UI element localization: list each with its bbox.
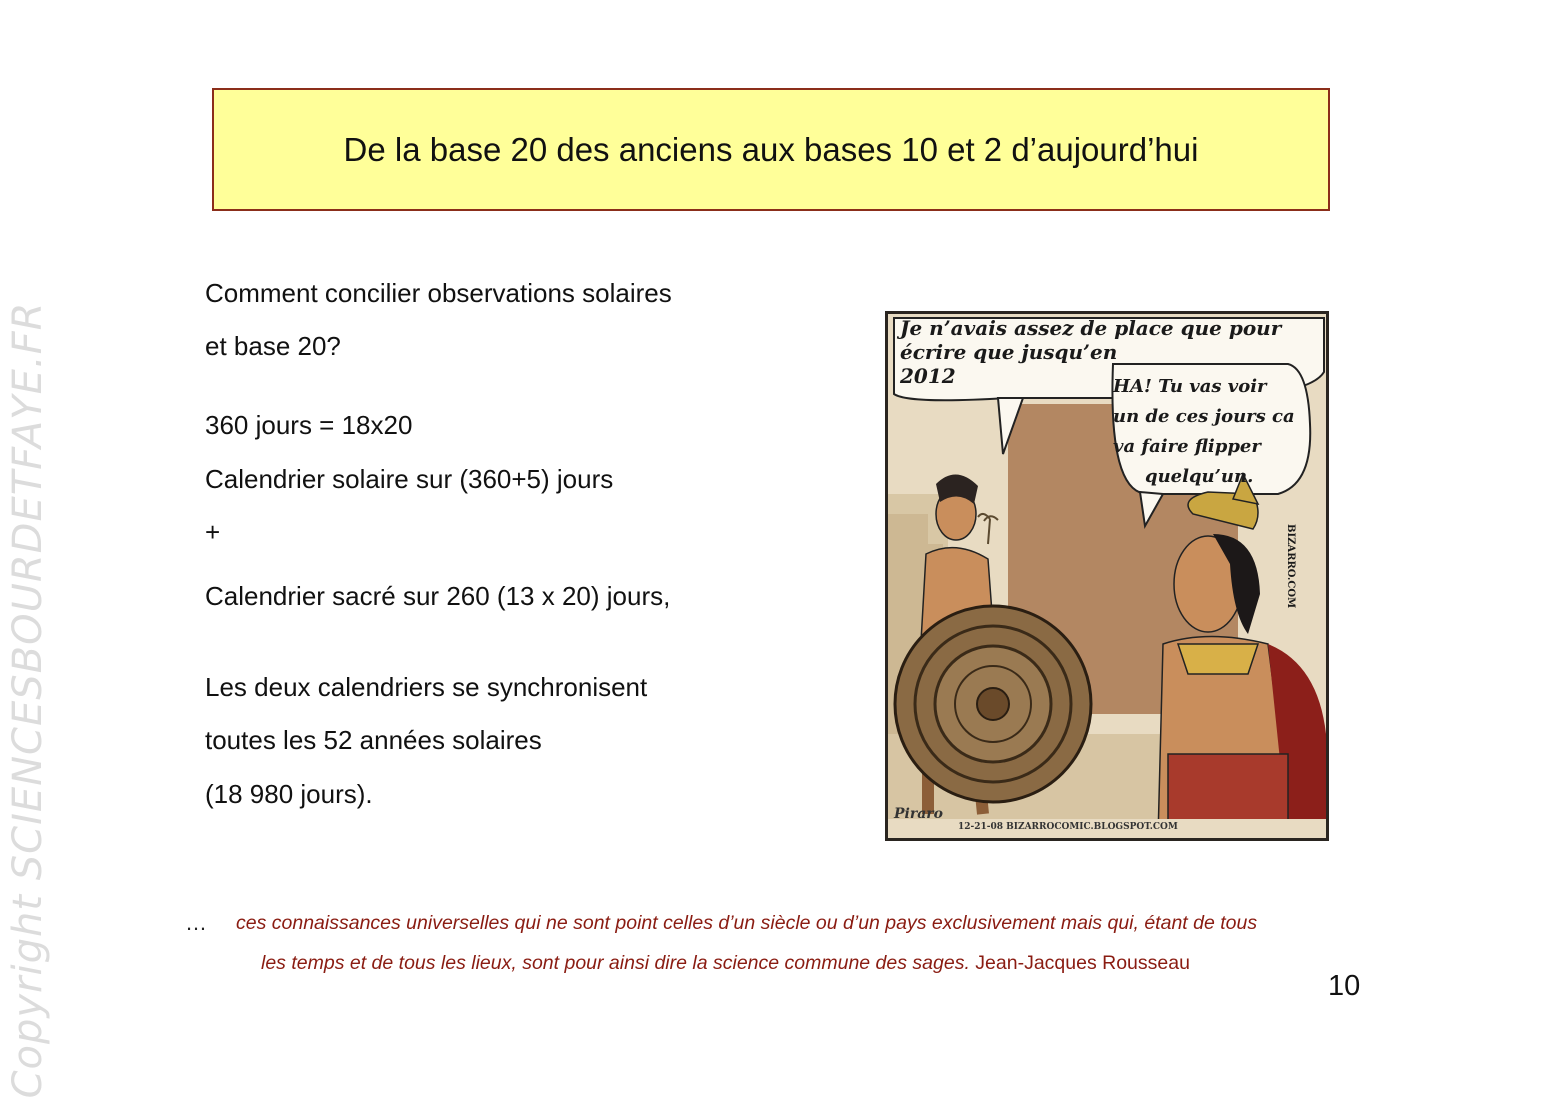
quote-ellipsis: … bbox=[185, 910, 210, 935]
bubble-left-line-1: Je n’avais assez de place que pour bbox=[900, 316, 1282, 340]
solar-calendar-line: Calendrier solaire sur (360+5) jours bbox=[205, 464, 614, 494]
slide-title-box bbox=[212, 88, 1330, 211]
comic-signature: Piraro bbox=[894, 806, 944, 822]
quote-line-1: ces connaissances universelles qui ne sont point celles d’un siècle ou d’un pays exclusivement mais qui, étant de tous bbox=[236, 912, 1258, 934]
mayan-calendar-comic bbox=[885, 311, 1329, 841]
comic-footer: 12-21-08 BIZARROCOMIC.BLOGSPOT.COM bbox=[958, 822, 1178, 832]
sync-line-2: toutes les 52 années solaires bbox=[205, 725, 542, 755]
slide-title: De la base 20 des anciens aux bases 10 et 2 d’aujourd’hui bbox=[343, 130, 1199, 168]
question-line-2: et base 20? bbox=[205, 331, 341, 361]
plus-sign: + bbox=[205, 517, 221, 547]
bubble-right-line-4: quelqu’un. bbox=[1145, 466, 1254, 487]
bubble-left-line-2: écrire que jusqu’en bbox=[900, 340, 1118, 364]
question-line-1: Comment concilier observations solaires bbox=[205, 278, 672, 308]
quote-line-2-wrapper bbox=[261, 952, 1190, 975]
bubble-left-line-3: 2012 bbox=[900, 364, 956, 388]
comic-credit: BIZARRO.COM bbox=[1285, 524, 1296, 609]
days-equation: 360 jours = 18x20 bbox=[205, 410, 413, 440]
sacred-calendar-line: Calendrier sacré sur 260 (13 x 20) jours, bbox=[205, 581, 671, 611]
page-number: 10 bbox=[1328, 970, 1361, 1002]
quote-line-2: les temps et de tous les lieux, sont pour ainsi dire la science commune des sages. bbox=[261, 952, 970, 974]
speech-bubble-right bbox=[1113, 372, 1295, 492]
quote-author: Jean-Jacques Rousseau bbox=[975, 952, 1190, 974]
copyright-watermark: Copyright SCIENCESBOURDETFAYE.FR bbox=[5, 301, 51, 1099]
sync-line-3: (18 980 jours). bbox=[205, 779, 373, 809]
sync-line-1: Les deux calendriers se synchronisent bbox=[205, 672, 648, 702]
bubble-right-line-2: un de ces jours ca bbox=[1113, 406, 1295, 427]
bubble-right-line-1: HA! Tu vas voir bbox=[1113, 376, 1267, 397]
bubble-right-line-3: va faire flipper bbox=[1113, 436, 1261, 457]
